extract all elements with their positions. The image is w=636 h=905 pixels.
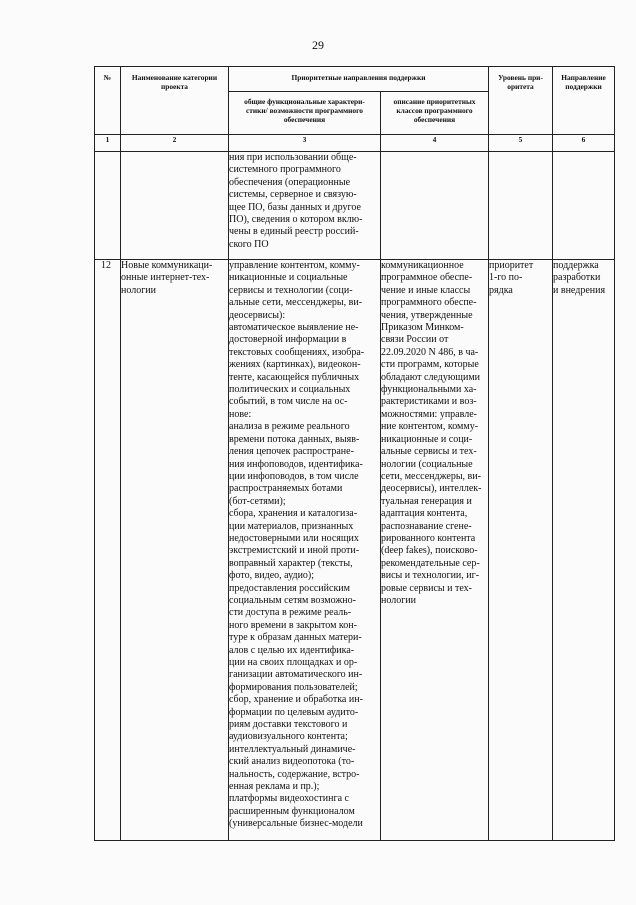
- row-class-description: коммуникационное программное обеспе- чение и иные классы программного обеспе- чения, утвержденные Приказом Минком- связи России от 22.09.2020 N 486, в ча- сти программ, которые обладают следующими функциональными ха- рактеристиками и воз- можностями: управле- ние контентом, комму- никационные и соци- альные сервисы и тех- нологии (социальные сети, мессенджеры, ви- деосервисы), интеллек- туальная генерация и адаптация контента, распознавание сгене- рированного контента (deep fakes), поисково- рекомендательные сер- висы и технологии, иг- ровые сервисы и тех- нологии: [381, 260, 482, 606]
- row-general-features: ния при использовании обще- системного программного обеспечения (операционные системы, серверное и связую- щее ПО, базы данных и другое ПО), сведения о котором вклю- чены в единый реестр россий- ского ПО: [229, 152, 363, 250]
- header-general-features: общие функциональные характери- стики/ возможности программного обеспечения: [229, 92, 381, 135]
- column-number: 5: [489, 135, 553, 152]
- row-general-features: управление контентом, комму- никационные и социальные сервисы и технологии (соци- альные сети, мессенджеры, ви- деосервисы): автоматическое выявление не- достоверной информации в текстовых сообщениях, изобра- жениях (картинках), видеокон- тенте, касающейся публичных политических и социальных событий, в том числе на ос- нове: анализа в режиме реального времени потока данных, выяв- ления цепочек распростране- ния инфоповодов, идентифика- ции инфоповодов, в том числе распространяемых ботами (бот-сетями); сбора, хранения и каталогиза- ции материалов, признанных недостоверными или носящих экстремистский и иной проти- воправный характер (тексты, фото, видео, аудио); предоставления российским социальным сетям возможно- сти доступа в режиме реаль- ного времени в закрытом кон- туре к образам данных матери- алов с целью их идентифика- ции на своих площадках и ор- ганизации автоматического ин- формирования пользователей; сбор, хранение и обработка ин- формации по целевым аудито- риям доставки текстового и аудиовизуального контента; интеллектуальный динамиче- ский анализ видеопотока (то- нальность, содержание, встро- енная реклама и пр.); платформы видеохостинга с расширенным функционалом (универсальные бизнес-модели: [229, 260, 365, 830]
- column-number: 4: [381, 135, 489, 152]
- header-level: Уровень при- оритета: [489, 67, 553, 135]
- priority-table: [94, 66, 615, 841]
- row-support-direction: поддержка разработки и внедрения: [553, 260, 606, 296]
- header-direction: Направление поддержки: [553, 67, 615, 135]
- column-number: 2: [121, 135, 229, 152]
- table-row: [95, 152, 615, 260]
- table-row: [95, 260, 615, 841]
- header-priority-group: Приоритетные направления поддержки: [229, 67, 489, 92]
- header-number: №: [95, 67, 121, 135]
- row-priority-level: приоритет 1-го по- рядка: [489, 260, 534, 296]
- column-number: 1: [95, 135, 121, 152]
- header-class-description: описание приоритетных классов программного обеспечения: [381, 92, 489, 135]
- row-number: 12: [101, 260, 111, 271]
- column-number: 6: [553, 135, 615, 152]
- row-category: Новые коммуникаци- онные интернет-тех- нологии: [121, 260, 213, 296]
- column-number: 3: [229, 135, 381, 152]
- header-category: Наименование категории проекта: [121, 67, 229, 135]
- page-number: 29: [312, 38, 324, 52]
